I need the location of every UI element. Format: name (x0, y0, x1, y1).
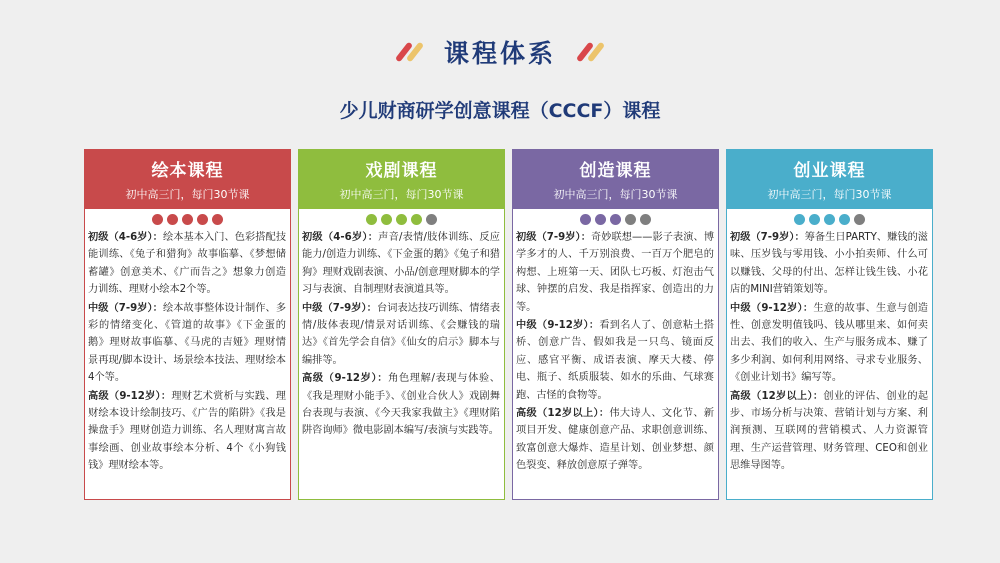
card-header (85, 150, 290, 209)
level-intermediate (730, 300, 928, 387)
level-dot-icon (167, 214, 178, 225)
course-card-drama (298, 149, 505, 500)
level-text: 创业的评估、创业的起步、市场分析与决策、营销计划与方案、利润预测、互联网的营销模式、人力资源管理、生产运营管理、财务管理、CEO和创业思维导图等。 (730, 390, 929, 472)
level-text: 看到名人了、创意粘土搭桥、创意广告、假如我是一只鸟、镜面反应、感官平衡、成语表演、摩天大楼、停电、瓶子、纸质服装、如水的乐曲、气球赛跑、古怪的食物等。 (516, 320, 714, 401)
page-title: 课程体系 (443, 39, 556, 68)
level-dot-icon (610, 214, 621, 225)
level-text: 理财艺术赏析与实践、理财绘本设计绘制技巧、《广告的陷阱》《我是操盘手》理财创造力训练、名人理财寓言故事绘画、创业故事绘本分析、4个《小狗钱钱》理财绘本等。 (88, 390, 286, 472)
level-dot-icon (625, 214, 636, 225)
course-cards (84, 149, 933, 500)
level-text: 台词表达技巧训练、情绪表情/肢体表现/情景对话训练、《会赚钱的瑞达》《首先学会自信》《仙女的启示》脚本与编排等。 (302, 302, 501, 366)
level-dot-icon (152, 214, 163, 225)
level-dot-icon (366, 214, 377, 225)
level-label: 高级（12岁以上）： (516, 408, 610, 420)
level-label: 初级（4-6岁）： (88, 232, 163, 243)
level-dot-icon (809, 214, 820, 225)
level-intermediate (302, 300, 500, 370)
level-dot-icon (595, 214, 606, 225)
level-dot-icon (182, 214, 193, 225)
card-subtitle: 初中高三门，每门30节课 (767, 188, 892, 201)
card-body (727, 229, 932, 476)
card-header (513, 150, 718, 209)
left-decoration-icon (401, 41, 418, 63)
card-body (85, 229, 290, 476)
card-header (299, 150, 504, 209)
level-label: 中级（7-9岁）： (302, 302, 377, 314)
right-decoration-icon (582, 41, 599, 63)
level-dots (85, 214, 290, 225)
level-dots (513, 214, 718, 225)
course-card-picturebook (84, 149, 291, 500)
level-dots (727, 214, 932, 225)
level-label: 初级（7-9岁）： (730, 232, 805, 243)
header (0, 34, 1000, 70)
level-beginner (730, 229, 928, 299)
level-beginner (302, 229, 500, 299)
level-text: 筹备生日PARTY、赚钱的滋味、压岁钱与零用钱、小小拍卖师、什么可以赚钱、父母的付出、怎样让钱生钱、小花店的MINI营销策划等。 (730, 232, 928, 296)
card-subtitle: 初中高三门，每门30节课 (339, 188, 464, 201)
level-dot-icon (854, 214, 865, 225)
level-dot-icon (580, 214, 591, 225)
level-dot-icon (381, 214, 392, 225)
card-body (299, 229, 504, 441)
level-advanced (516, 405, 714, 475)
level-advanced (730, 388, 928, 475)
card-title: 戏剧课程 (365, 161, 438, 181)
level-text: 绘本故事整体设计制作、多彩的情绪变化、《管道的故事》《下金蛋的鹅》理财故事临摹、《马虎的吉娅》理财情景再现/脚本设计、场景绘本技法、理财绘本4个等。 (88, 302, 287, 384)
level-beginner (88, 229, 286, 299)
level-text: 伟大诗人、文化节、新项目开发、健康创意产品、求职创意训练、致富创意大爆炸、造星计划、创业梦想、颜色裂变、释放创意原子弹等。 (516, 408, 715, 472)
level-label: 高级（9-12岁）： (88, 390, 172, 402)
level-dot-icon (824, 214, 835, 225)
level-dot-icon (794, 214, 805, 225)
level-label: 初级（7-9岁）： (516, 232, 591, 243)
level-label: 高级（9-12岁）： (302, 373, 389, 385)
level-dot-icon (212, 214, 223, 225)
card-body (513, 229, 718, 476)
page-subtitle: 少儿财商研学创意课程（CCCF）课程 (339, 100, 661, 122)
level-dot-icon (839, 214, 850, 225)
level-text: 奇妙联想——影子表演、博学多才的人、千万别浪费、一百万个肥皂的构想、上班第一天、团队七巧板、灯泡击气球、钟摆的启发、我是指挥家、创造出的力等。 (516, 232, 715, 313)
level-dot-icon (197, 214, 208, 225)
level-dot-icon (640, 214, 651, 225)
level-intermediate (88, 300, 286, 387)
card-title: 创业课程 (793, 161, 866, 181)
level-text: 绘本基本入门、色彩搭配技能训练、《兔子和猎狗》故事临摹、《梦想储蓄罐》创意美术、《广而告之》想象力创造力训练、理财小绘本2个等。 (88, 232, 287, 296)
card-title: 绘本课程 (151, 161, 224, 181)
course-card-creativity (512, 149, 719, 500)
level-text: 角色理解/表现与体验、《我是理财小能手》、《创业合伙人》戏剧舞台表现与表演、《今天我家我做主》《理财陷阱咨询师》微电影剧本编写/表演与实践等。 (302, 373, 500, 437)
level-label: 中级（7-9岁）： (88, 302, 163, 314)
card-subtitle: 初中高三门，每门30节课 (125, 188, 250, 201)
level-text: 生意的故事、生意与创造性、创意发明值钱吗、钱从哪里来、如何卖出去、我们的收入、生产与服务成本、赚了多少利润、如何利用网络、寻求专业服务、《创业计划书》编写等。 (730, 302, 928, 384)
card-header (727, 150, 932, 209)
level-dot-icon (426, 214, 437, 225)
level-intermediate (516, 317, 714, 404)
course-card-entrepreneurship (726, 149, 933, 500)
card-subtitle: 初中高三门，每门30节课 (553, 188, 678, 201)
level-advanced (88, 388, 286, 475)
level-advanced (302, 370, 500, 440)
level-label: 高级（12岁以上）： (730, 390, 824, 402)
level-label: 初级（4-6岁）： (302, 232, 379, 243)
level-beginner (516, 229, 714, 316)
level-dot-icon (411, 214, 422, 225)
level-text: 声音/表情/肢体训练、反应能力/创造力训练、《下金蛋的鹅》《兔子和猎狗》理财戏剧表演、小品/创意理财脚本的学习与表演、自制理财表演道具等。 (302, 232, 500, 296)
level-label: 中级（9-12岁）： (730, 302, 814, 314)
level-dots (299, 214, 504, 225)
level-label: 中级（9-12岁）： (516, 320, 600, 332)
level-dot-icon (396, 214, 407, 225)
card-title: 创造课程 (579, 161, 652, 181)
